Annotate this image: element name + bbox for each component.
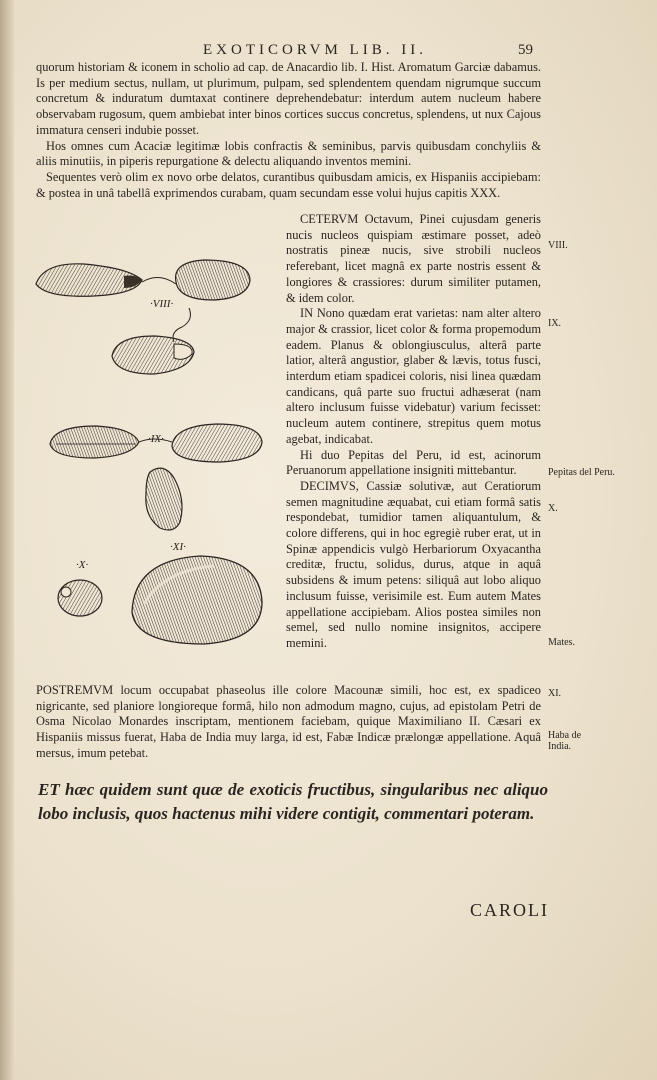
figure-label-viii: ·VIII·	[150, 298, 174, 310]
paragraph-sequentes: Sequentes verò olim ex novo orbe delatos, curantibus quibusdam amicis, ex Hispaniis accipiebam: & postea in unâ tabellâ exprimendos curabam, quam secundam esse volui hujus capitis XXX.	[36, 169, 541, 200]
seed-x	[58, 580, 102, 616]
figure-label-x: ·X·	[76, 559, 89, 571]
seed-ix-a	[50, 426, 139, 458]
seed-viii-a	[36, 264, 142, 296]
paragraph-decimus: DECIMVS, Cassiæ solutivæ, aut Ceratiorum semen magnitudine æquabat, cui etiam formâ satis respondebat, tumidior tamen aliquantulum, & colore differens, qui in hoc egregiè ruber erat, ut in Spinæ appendicis vulgò Herbariorum Oxyacantha creditæ, fructu, solidus, durus, atque in aquâ subsidens & imum petens: siliquâ aut lobo aliquo inclusum fuisse, verisimile est. Eum autem Mates appellatione accipiebam. Alios postea similes non semel, sed nullo nomine insignitos, accipere memini.	[286, 478, 541, 650]
page-number: 59	[518, 42, 533, 58]
margin-note-haba: Haba de India.	[548, 730, 582, 752]
margin-note-xi: XI.	[548, 688, 562, 699]
engraved-plate	[24, 232, 284, 677]
margin-note-x: X.	[548, 503, 558, 514]
page-gutter-shadow	[0, 0, 14, 1080]
running-head: EXOTICORVM LIB. II.	[203, 42, 427, 58]
margin-note-ix: IX.	[548, 318, 562, 329]
paragraph-octavum: CETERVM Octavum, Pinei cujusdam generis nucis nucleos quispiam æstimare posset, adeò nostratis pineæ nucis, sive strobili nucleos referebant, licet magnâ ex parte nostris essent & longiores & crassiores: durum similiter putamen, & idem color.	[286, 212, 541, 305]
seed-ix-c	[146, 468, 182, 530]
body-text-right-column	[286, 212, 541, 652]
paragraph-nono: IN Nono quædam erat varietas: nam alter altero major & crassior, licet color & forma propemodum eadem. Planus & oblongiusculus, alterâ parte latior, alterâ angustior, glaber & lævis, totus fusci, interdum etiam spadicei coloris, nisi linea quædam candicans, quâ parte suo fructui adhæserat (nam altero inclusum fuisse videbatur) varium fecisset: nucleum autem continere, strepitus quem motus agebat, indicabat.	[286, 306, 541, 446]
margin-note-pepitas: Pepitas del Peru.	[548, 467, 615, 478]
seed-ix-b	[172, 424, 262, 462]
margin-note-mates: Mates.	[548, 637, 575, 648]
body-text-top	[36, 60, 541, 201]
closing-statement: ET hæc quidem sunt quæ de exoticis fructibus, singularibus nec aliquo lobo inclusis, quos hactenus mihi videre contigit, commentari poteram.	[38, 780, 548, 823]
margin-note-viii: VIII.	[548, 240, 568, 251]
seed-viii-c	[112, 336, 194, 374]
figure-label-ix: ·IX·	[148, 433, 164, 445]
seed-viii-connector	[142, 277, 176, 284]
figure-label-xi: ·XI·	[170, 541, 186, 553]
paragraph-hi-duo: Hi duo Pepitas del Peru, id est, acinorum Peruanorum appellatione insigniti mittebantur.	[286, 447, 541, 478]
seed-xi	[132, 556, 262, 644]
paragraph-garcia: quorum historiam & iconem in scholio ad cap. de Anacardio lib. I. Hist. Aromatum Garciæ dabamus. Is per medium sectus, nullam, ut plurimum, pulpam, sed splendentem quendam nigrumque succum concretum & induratum dumtaxat continere deprehendebatur: interdum autem nucleum habere observabam rugosum, quem ambiebat inter binos cortices succus concretus, splendens, ut nux Cajous immatura censeri indubie posset.	[36, 60, 541, 137]
catchword: CAROLI	[470, 900, 549, 920]
seed-viii-stem	[173, 308, 190, 342]
paragraph-postremum: POSTREMVM locum occupabat phaseolus ille colore Macounæ simili, hoc est, ex spadiceo nigricante, sed planiore longioreque formâ, hilo non admodum magno, cujus, ad epistolam Petri de Osma Nicolao Monardes inscriptam, mentionem faciebam, quique Maximiliano II. Cæsari ex Hispaniis missus fuerat, Haba de India muy larga, id est, Fabæ Indicæ prælongæ appellatione. Aquâ mersus, imum petebat.	[36, 683, 541, 760]
paragraph-hos-omnes: Hos omnes cum Acaciæ legitimæ lobis confractis & seminibus, parvis quibusdam conchyliis & aliis minutiis, in piperis repurgatione & delectu aliquando inventos memini.	[36, 138, 541, 169]
seed-viii-b	[176, 260, 250, 300]
